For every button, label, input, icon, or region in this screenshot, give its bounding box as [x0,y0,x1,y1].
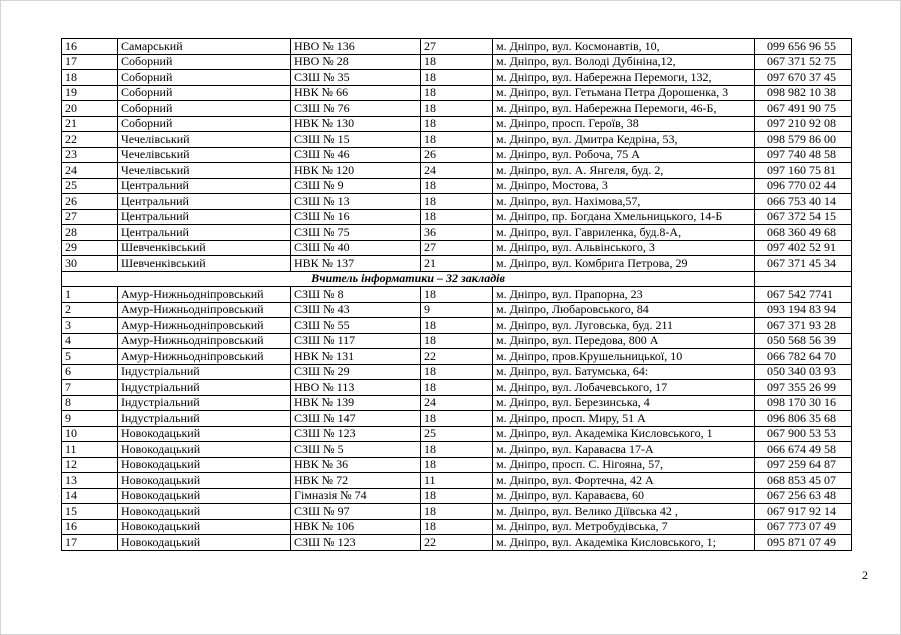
hours-cell: 11 [421,473,493,489]
district-cell: Амур-Нижньодніпровський [118,302,291,318]
row-number-cell: 6 [62,364,118,380]
table-row [62,535,852,551]
phone-cell: 067 371 93 28 [755,318,852,334]
hours-cell: 18 [421,178,493,194]
school-cell: НВК № 139 [291,395,421,411]
row-number-cell: 4 [62,333,118,349]
table-row [62,333,852,349]
address-cell: м. Дніпро, Мостова, 3 [493,178,755,194]
address-cell: м. Дніпро, пр. Богдана Хмельницького, 14-Б [493,209,755,225]
district-cell: Новокодацький [118,457,291,473]
table-row [62,240,852,256]
school-cell: Гімназія № 74 [291,488,421,504]
hours-cell: 18 [421,519,493,535]
school-cell: СЗШ № 123 [291,535,421,551]
hours-cell: 18 [421,70,493,86]
phone-cell: 050 340 03 93 [755,364,852,380]
table-row [62,488,852,504]
table-row [62,411,852,427]
row-number-cell: 29 [62,240,118,256]
hours-cell: 26 [421,147,493,163]
hours-cell: 18 [421,85,493,101]
district-cell: Самарський [118,39,291,55]
phone-cell: 098 579 86 00 [755,132,852,148]
row-number-cell: 10 [62,426,118,442]
phone-cell: 067 491 90 75 [755,101,852,117]
phone-cell: 068 853 45 07 [755,473,852,489]
row-number-cell: 25 [62,178,118,194]
row-number-cell: 18 [62,70,118,86]
table-section-after [62,287,852,551]
school-cell: НВО № 113 [291,380,421,396]
district-cell: Центральний [118,225,291,241]
district-cell: Соборний [118,54,291,70]
row-number-cell: 30 [62,256,118,272]
table-row [62,318,852,334]
district-cell: Новокодацький [118,473,291,489]
school-cell: СЗШ № 117 [291,333,421,349]
table-row [62,85,852,101]
school-cell: СЗШ № 76 [291,101,421,117]
school-cell: СЗШ № 13 [291,194,421,210]
table-row [62,132,852,148]
district-cell: Чечелівський [118,147,291,163]
row-number-cell: 16 [62,39,118,55]
district-cell: Центральний [118,178,291,194]
district-cell: Чечелівський [118,132,291,148]
hours-cell: 18 [421,457,493,473]
address-cell: м. Дніпро, пров.Крушельницької, 10 [493,349,755,365]
phone-cell: 099 656 96 55 [755,39,852,55]
address-cell: м. Дніпро, вул. Лобачевського, 17 [493,380,755,396]
school-cell: НВК № 131 [291,349,421,365]
hours-cell: 18 [421,287,493,303]
phone-cell: 097 160 75 81 [755,163,852,179]
address-cell: м. Дніпро, просп. Миру, 51 А [493,411,755,427]
row-number-cell: 26 [62,194,118,210]
row-number-cell: 7 [62,380,118,396]
school-cell: НВК № 36 [291,457,421,473]
school-cell: СЗШ № 16 [291,209,421,225]
row-number-cell: 15 [62,504,118,520]
school-cell: НВК № 72 [291,473,421,489]
row-number-cell: 20 [62,101,118,117]
table-section-before [62,39,852,272]
address-cell: м. Дніпро, вул. Батумська, 64: [493,364,755,380]
hours-cell: 18 [421,116,493,132]
school-cell: СЗШ № 35 [291,70,421,86]
school-cell: СЗШ № 40 [291,240,421,256]
address-cell: м. Дніпро, вул. А. Янгеля, буд. 2, [493,163,755,179]
row-number-cell: 22 [62,132,118,148]
table-row [62,395,852,411]
row-number-cell: 16 [62,519,118,535]
address-cell: м. Дніпро, просп. Героїв, 38 [493,116,755,132]
phone-cell: 067 900 53 53 [755,426,852,442]
row-number-cell: 27 [62,209,118,225]
hours-cell: 18 [421,194,493,210]
school-cell: СЗШ № 46 [291,147,421,163]
address-cell: м. Дніпро, вул. Комбрига Петрова, 29 [493,256,755,272]
phone-cell: 097 210 92 08 [755,116,852,132]
address-cell: м. Дніпро, вул. Альвінського, 3 [493,240,755,256]
district-cell: Новокодацький [118,442,291,458]
hours-cell: 18 [421,504,493,520]
hours-cell: 18 [421,333,493,349]
school-cell: СЗШ № 29 [291,364,421,380]
address-cell: м. Дніпро, вул. Академіка Кисловського, 1; [493,535,755,551]
hours-cell: 27 [421,240,493,256]
address-cell: м. Дніпро, вул. Передова, 800 А [493,333,755,349]
district-cell: Соборний [118,70,291,86]
address-cell: м. Дніпро, вул. Луговська, буд. 211 [493,318,755,334]
phone-cell: 097 402 52 91 [755,240,852,256]
district-cell: Новокодацький [118,535,291,551]
table-row [62,225,852,241]
district-cell: Новокодацький [118,519,291,535]
hours-cell: 27 [421,39,493,55]
row-number-cell: 12 [62,457,118,473]
district-cell: Новокодацький [118,504,291,520]
table-row [62,442,852,458]
district-cell: Амур-Нижньодніпровський [118,287,291,303]
table-section-heading [62,271,852,287]
row-number-cell: 5 [62,349,118,365]
phone-cell: 067 372 54 15 [755,209,852,225]
address-cell: м. Дніпро, вул. Березинська, 4 [493,395,755,411]
phone-cell: 067 917 92 14 [755,504,852,520]
school-cell: НВК № 137 [291,256,421,272]
school-cell: СЗШ № 43 [291,302,421,318]
phone-cell: 067 542 7741 [755,287,852,303]
phone-cell: 096 770 02 44 [755,178,852,194]
school-cell: СЗШ № 5 [291,442,421,458]
school-cell: СЗШ № 8 [291,287,421,303]
phone-cell: 096 806 35 68 [755,411,852,427]
district-cell: Центральний [118,194,291,210]
hours-cell: 18 [421,488,493,504]
address-cell: м. Дніпро, вул. Метробудівська, 7 [493,519,755,535]
school-cell: СЗШ № 147 [291,411,421,427]
district-cell: Шевченківський [118,240,291,256]
phone-cell: 097 355 26 99 [755,380,852,396]
row-number-cell: 11 [62,442,118,458]
district-cell: Шевченківський [118,256,291,272]
table-row [62,209,852,225]
hours-cell: 18 [421,411,493,427]
school-cell: СЗШ № 75 [291,225,421,241]
hours-cell: 22 [421,349,493,365]
table-row [62,473,852,489]
section-heading: Вчитель інформатики – 32 закладів [62,271,755,287]
school-cell: НВК № 106 [291,519,421,535]
phone-cell: 068 360 49 68 [755,225,852,241]
row-number-cell: 9 [62,411,118,427]
address-cell: м. Дніпро, вул. Прапорна, 23 [493,287,755,303]
table-row [62,519,852,535]
address-cell: м. Дніпро, вул. Нахімова,57, [493,194,755,210]
address-cell: м. Дніпро, вул. Фортечна, 42 А [493,473,755,489]
address-cell: м. Дніпро, вул. Караваєва, 60 [493,488,755,504]
phone-cell: 067 256 63 48 [755,488,852,504]
phone-cell: 098 170 30 16 [755,395,852,411]
hours-cell: 18 [421,101,493,117]
row-number-cell: 24 [62,163,118,179]
district-cell: Індустріальний [118,411,291,427]
district-cell: Новокодацький [118,488,291,504]
address-cell: м. Дніпро, просп. С. Нігояна, 57, [493,457,755,473]
phone-cell: 093 194 83 94 [755,302,852,318]
hours-cell: 25 [421,426,493,442]
school-cell: НВК № 120 [291,163,421,179]
hours-cell: 24 [421,163,493,179]
row-number-cell: 13 [62,473,118,489]
row-number-cell: 2 [62,302,118,318]
address-cell: м. Дніпро, вул. Набережна Перемоги, 46-Б, [493,101,755,117]
district-cell: Індустріальний [118,380,291,396]
phone-cell: 067 773 07 49 [755,519,852,535]
address-cell: м. Дніпро, вул. Гетьмана Петра Дорошенка, 3 [493,85,755,101]
school-cell: НВО № 136 [291,39,421,55]
hours-cell: 18 [421,318,493,334]
table-row [62,116,852,132]
phone-cell: 066 753 40 14 [755,194,852,210]
table-row [62,364,852,380]
address-cell: м. Дніпро, вул. Академіка Кисловського, 1 [493,426,755,442]
table-row [62,349,852,365]
table-row [62,101,852,117]
row-number-cell: 8 [62,395,118,411]
page-number: 2 [862,568,868,582]
hours-cell: 18 [421,442,493,458]
phone-cell: 066 782 64 70 [755,349,852,365]
phone-cell: 098 982 10 38 [755,85,852,101]
district-cell: Амур-Нижньодніпровський [118,349,291,365]
table-row [62,426,852,442]
address-cell: м. Дніпро, вул. Велико Діївська 42 , [493,504,755,520]
hours-cell: 36 [421,225,493,241]
district-cell: Чечелівський [118,163,291,179]
school-cell: СЗШ № 97 [291,504,421,520]
school-cell: СЗШ № 15 [291,132,421,148]
row-number-cell: 17 [62,535,118,551]
school-cell: СЗШ № 123 [291,426,421,442]
row-number-cell: 3 [62,318,118,334]
phone-cell: 097 670 37 45 [755,70,852,86]
table-row [62,380,852,396]
address-cell: м. Дніпро, вул. Володі Дубініна,12, [493,54,755,70]
table-row [62,163,852,179]
table-row [62,302,852,318]
table-row [62,194,852,210]
district-cell: Центральний [118,209,291,225]
district-cell: Індустріальний [118,395,291,411]
table-row [62,504,852,520]
table-row [62,178,852,194]
phone-cell: 095 871 07 49 [755,535,852,551]
district-cell: Соборний [118,116,291,132]
phone-cell: 067 371 45 34 [755,256,852,272]
hours-cell: 18 [421,54,493,70]
row-number-cell: 19 [62,85,118,101]
address-cell: м. Дніпро, вул. Караваєва 17-А [493,442,755,458]
phone-cell: 067 371 52 75 [755,54,852,70]
hours-cell: 18 [421,380,493,396]
section-heading-empty-cell [755,271,852,287]
district-cell: Новокодацький [118,426,291,442]
address-cell: м. Дніпро, Любаровського, 84 [493,302,755,318]
row-number-cell: 17 [62,54,118,70]
district-cell: Індустріальний [118,364,291,380]
hours-cell: 18 [421,209,493,225]
district-cell: Соборний [118,85,291,101]
phone-cell: 097 259 64 87 [755,457,852,473]
table-row [62,39,852,55]
school-cell: НВО № 28 [291,54,421,70]
phone-cell: 066 674 49 58 [755,442,852,458]
table-row [62,70,852,86]
phone-cell: 050 568 56 39 [755,333,852,349]
address-cell: м. Дніпро, вул. Робоча, 75 А [493,147,755,163]
row-number-cell: 21 [62,116,118,132]
table-row [62,457,852,473]
district-cell: Амур-Нижньодніпровський [118,333,291,349]
school-cell: НВК № 130 [291,116,421,132]
table-row [62,54,852,70]
hours-cell: 18 [421,364,493,380]
address-cell: м. Дніпро, вул. Космонавтів, 10, [493,39,755,55]
table-row [62,256,852,272]
row-number-cell: 14 [62,488,118,504]
section-heading-row [62,271,852,287]
hours-cell: 21 [421,256,493,272]
address-cell: м. Дніпро, вул. Гавриленка, буд.8-А, [493,225,755,241]
hours-cell: 9 [421,302,493,318]
district-cell: Соборний [118,101,291,117]
phone-cell: 097 740 48 58 [755,147,852,163]
hours-cell: 18 [421,132,493,148]
row-number-cell: 23 [62,147,118,163]
table-row [62,287,852,303]
table-row [62,147,852,163]
row-number-cell: 28 [62,225,118,241]
district-cell: Амур-Нижньодніпровський [118,318,291,334]
address-cell: м. Дніпро, вул. Набережна Перемоги, 132, [493,70,755,86]
row-number-cell: 1 [62,287,118,303]
school-cell: НВК № 66 [291,85,421,101]
hours-cell: 24 [421,395,493,411]
hours-cell: 22 [421,535,493,551]
schools-table [61,38,852,551]
address-cell: м. Дніпро, вул. Дмитра Кедріна, 53, [493,132,755,148]
school-cell: СЗШ № 9 [291,178,421,194]
school-cell: СЗШ № 55 [291,318,421,334]
